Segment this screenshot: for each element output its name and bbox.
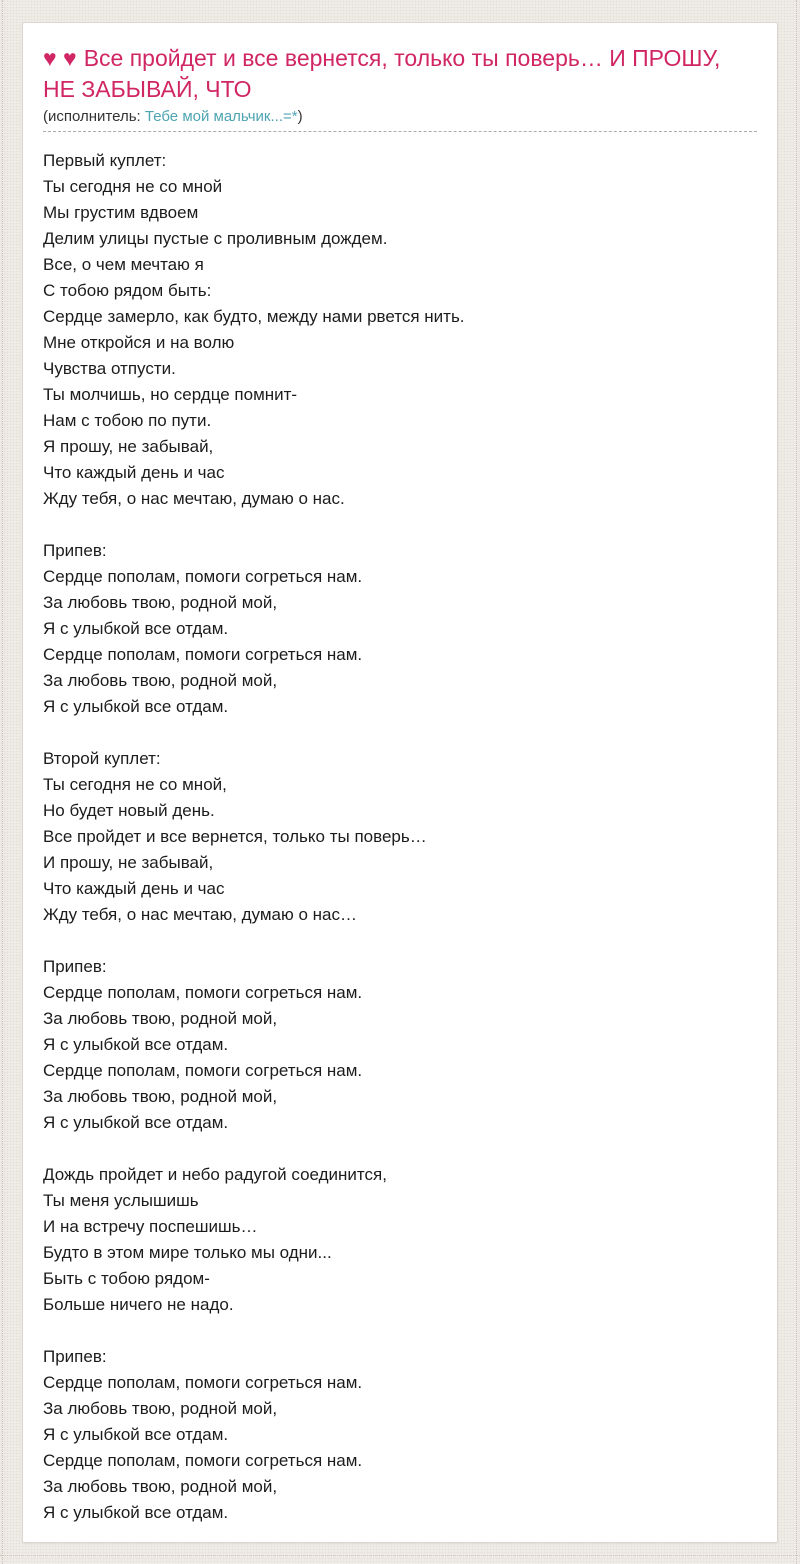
lyrics-line: Что каждый день и час xyxy=(43,463,225,482)
lyrics-line: С тобою рядом быть: xyxy=(43,281,212,300)
lyrics-line: Ты меня услышишь xyxy=(43,1191,199,1210)
page-title xyxy=(43,43,757,105)
dotted-separator xyxy=(43,131,757,132)
lyrics-line: Но будет новый день. xyxy=(43,801,215,820)
lyrics-line: Все, о чем мечтаю я xyxy=(43,255,204,274)
lyrics xyxy=(43,148,757,1526)
lyrics-card xyxy=(22,22,778,1543)
lyrics-line: Что каждый день и час xyxy=(43,879,225,898)
lyrics-line: Дождь пройдет и небо радугой соединится, xyxy=(43,1165,387,1184)
lyrics-line: Больше ничего не надо. xyxy=(43,1295,234,1314)
lyrics-line: Все пройдет и все вернется, только ты поверь… xyxy=(43,827,427,846)
lyrics-line: Я с улыбкой все отдам. xyxy=(43,1425,229,1444)
lyrics-line: Делим улицы пустые с проливным дождем. xyxy=(43,229,388,248)
lyrics-line: Я прошу, не забывай, xyxy=(43,437,214,456)
lyrics-line: Я с улыбкой все отдам. xyxy=(43,1035,229,1054)
page-title-text: Все пройдет и все вернется, только ты поверь… И ПРОШУ, НЕ ЗАБЫВАЙ, ЧТО xyxy=(43,45,721,102)
artist-link[interactable]: Тебе мой мальчик...=* xyxy=(144,108,298,125)
lyrics-line: Жду тебя, о нас мечтаю, думаю о нас. xyxy=(43,489,345,508)
lyrics-line: За любовь твою, родной мой, xyxy=(43,1477,278,1496)
lyrics-line: Второй куплет: xyxy=(43,749,161,768)
lyrics-line: За любовь твою, родной мой, xyxy=(43,1399,278,1418)
lyrics-line: Припев: xyxy=(43,957,107,976)
lyrics-stanza xyxy=(43,1344,757,1526)
artist-label-close: ) xyxy=(297,108,303,125)
page-edge-texture-bottom xyxy=(0,1555,800,1556)
lyrics-line: Я с улыбкой все отдам. xyxy=(43,697,229,716)
lyrics-line: За любовь твою, родной мой, xyxy=(43,671,278,690)
lyrics-line: Сердце пополам, помоги согреться нам. xyxy=(43,1451,363,1470)
lyrics-line: Сердце пополам, помоги согреться нам. xyxy=(43,1061,363,1080)
lyrics-line: Ты молчишь, но сердце помнит- xyxy=(43,385,298,404)
lyrics-line: Мы грустим вдвоем xyxy=(43,203,199,222)
lyrics-line: Будто в этом мире только мы одни... xyxy=(43,1243,332,1262)
lyrics-stanza xyxy=(43,538,757,720)
lyrics-line: И на встречу поспешишь… xyxy=(43,1217,258,1236)
lyrics-line: Сердце пополам, помоги согреться нам. xyxy=(43,645,363,664)
lyrics-line: Первый куплет: xyxy=(43,151,167,170)
lyrics-line: Нам с тобою по пути. xyxy=(43,411,212,430)
lyrics-line: Чувства отпусти. xyxy=(43,359,176,378)
lyrics-stanza xyxy=(43,954,757,1136)
page-edge-texture-left xyxy=(2,0,3,1564)
lyrics-line: Жду тебя, о нас мечтаю, думаю о нас… xyxy=(43,905,358,924)
lyrics-line: За любовь твою, родной мой, xyxy=(43,1009,278,1028)
lyrics-line: Я с улыбкой все отдам. xyxy=(43,619,229,638)
page-edge-texture-right xyxy=(796,0,797,1564)
lyrics-line: Припев: xyxy=(43,541,107,560)
lyrics-line: Я с улыбкой все отдам. xyxy=(43,1503,229,1522)
lyrics-line: И прошу, не забывай, xyxy=(43,853,214,872)
lyrics-stanza xyxy=(43,746,757,928)
lyrics-line: Сердце пополам, помоги согреться нам. xyxy=(43,983,363,1002)
lyrics-line: За любовь твою, родной мой, xyxy=(43,593,278,612)
artist-label: (исполнитель: xyxy=(43,108,141,125)
lyrics-line: Сердце замерло, как будто, между нами рвется нить. xyxy=(43,307,465,326)
heart-icon: ♥ ♥ xyxy=(43,45,77,71)
lyrics-stanza xyxy=(43,148,757,512)
lyrics-line: Быть с тобою рядом- xyxy=(43,1269,210,1288)
lyrics-line: Сердце пополам, помоги согреться нам. xyxy=(43,567,363,586)
artist-line xyxy=(43,108,757,126)
lyrics-line: За любовь твою, родной мой, xyxy=(43,1087,278,1106)
lyrics-line: Сердце пополам, помоги согреться нам. xyxy=(43,1373,363,1392)
lyrics-line: Припев: xyxy=(43,1347,107,1366)
lyrics-line: Ты сегодня не со мной, xyxy=(43,775,227,794)
lyrics-stanza xyxy=(43,1162,757,1318)
lyrics-line: Ты сегодня не со мной xyxy=(43,177,223,196)
lyrics-line: Мне откройся и на волю xyxy=(43,333,235,352)
lyrics-line: Я с улыбкой все отдам. xyxy=(43,1113,229,1132)
